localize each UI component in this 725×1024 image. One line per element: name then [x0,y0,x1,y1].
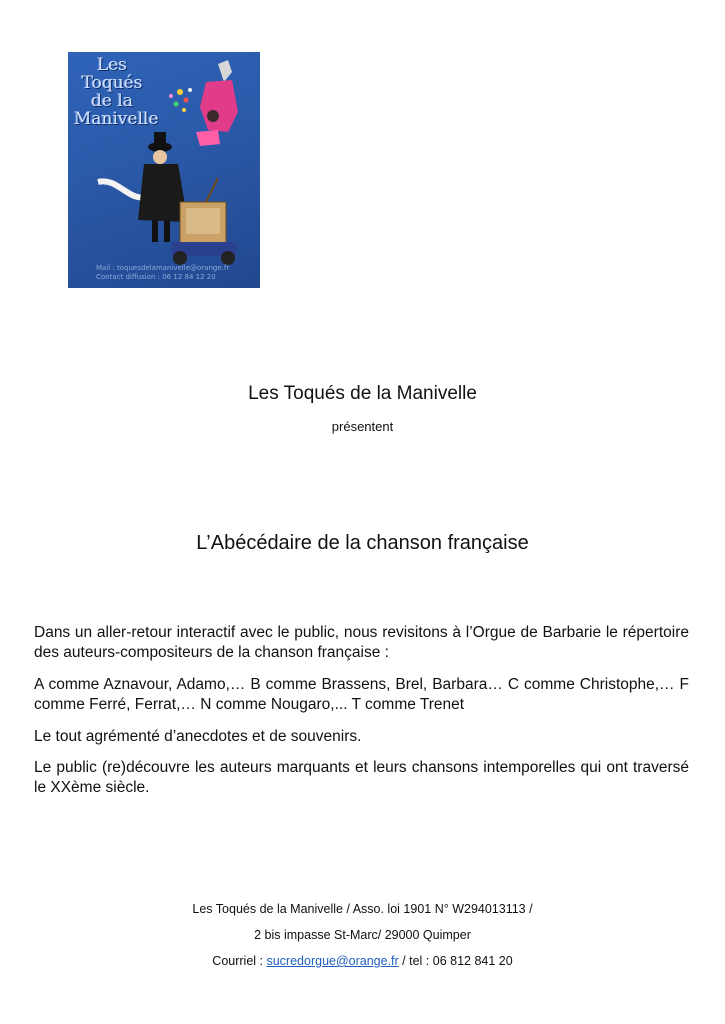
paragraph-audience: Le public (re)découvre les auteurs marquants et leurs chansons intemporelles qui ont traversé le XXème siècle. [34,759,689,796]
paragraph-anecdotes: Le tout agrémenté d’anecdotes et de souvenirs. [34,728,362,745]
poster-title-line: de la [91,91,133,111]
paragraph-alphabet: A comme Aznavour, Adamo,… B comme Brassens, Brel, Barbara… C comme Christophe,… F comme Ferré, Ferrat,… N comme Nougaro,... T comme Trenet [34,676,689,713]
tel-text: / tel : 06 812 841 20 [398,954,513,968]
email-link[interactable]: sucredorgue@orange.fr [266,954,399,968]
poster-contact-line: Mail : toquesdelamanivelle@orange.fr [96,264,230,272]
pink-figure [196,60,238,146]
poster-image [68,52,260,288]
presents-text: présentent [331,419,394,434]
paragraph-intro: Dans un aller-retour interactif avec le public, nous revisitons à l’Orgue de Barbarie le répertoire des auteurs-compositeurs de la chanson française : [34,624,689,661]
poster-title-line: Manivelle [74,109,159,129]
footer-line-address: 2 bis impasse St-Marc/ 29000 Quimper [254,928,471,942]
poster-contact [96,264,260,282]
company-name: Les Toqués de la Manivelle [248,383,477,404]
show-title: L’Abécédaire de la chanson française [196,532,529,554]
courriel-label: Courriel : [212,954,267,968]
poster-title-line: Toqués [81,73,143,93]
confetti [169,88,192,112]
poster-contact-line: Contact diffusion : 06 12 84 12 20 [96,273,216,281]
poster-title [74,55,159,129]
footer-line-association: Les Toqués de la Manivelle / Asso. loi 1901 N° W294013113 / [192,902,533,916]
poster-title-line: Les [96,55,128,75]
footer-line-contact [0,954,725,968]
